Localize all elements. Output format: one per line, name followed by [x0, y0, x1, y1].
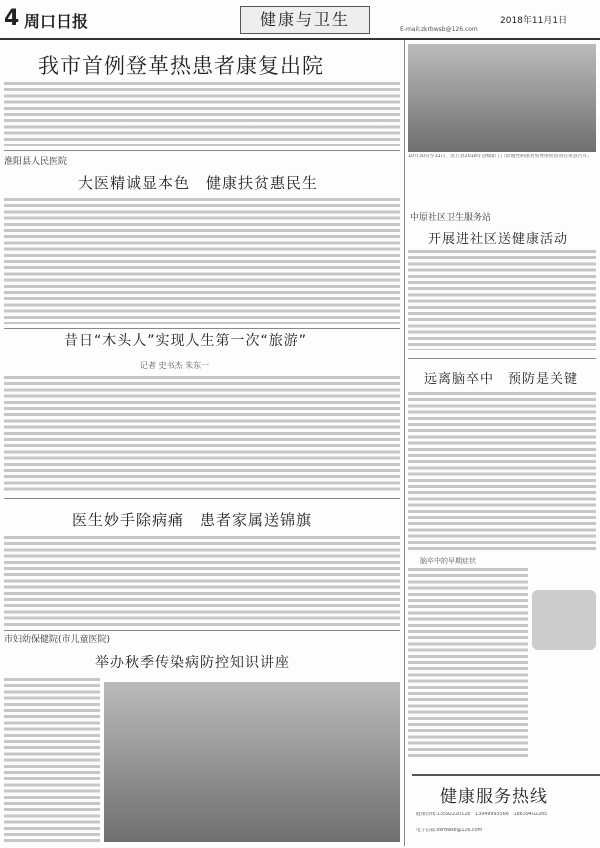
divider: [4, 150, 400, 151]
divider: [4, 630, 400, 631]
a4-body: [4, 536, 400, 626]
a6-body: [408, 250, 596, 350]
page-number: 4: [4, 6, 20, 31]
issue-date: 2018年11月1日: [500, 16, 568, 26]
a5-body: [4, 678, 100, 842]
lecture-photo: [104, 682, 400, 842]
photo-caption: 10月30日至31日，沈丘县2018年县级职工门诊慢性病患者免费体检活动在该县召开。: [408, 154, 593, 159]
divider: [408, 358, 596, 359]
a3-title: 昔日“木头人”实现人生第一次“旅游”: [64, 333, 308, 349]
a3-byline: 记者 史书杰 朱东一: [140, 361, 210, 370]
a6-title: 开展进社区送健康活动: [428, 232, 569, 247]
a7-title: 远离脑卒中 预防是关键: [424, 372, 579, 387]
a7-tip: 脑卒中的早期症状: [420, 557, 476, 565]
divider: [4, 498, 400, 499]
a5-label: 市妇幼保健院(市儿童医院): [4, 635, 111, 645]
a5-title: 举办秋季传染病防控知识讲座: [95, 655, 290, 671]
section-title: 健康与卫生: [240, 6, 370, 34]
a2-title: 大医精诚显本色 健康扶贫惠民生: [78, 174, 319, 192]
divider: [4, 328, 400, 329]
a3-body: [4, 376, 400, 494]
hotline-box: [412, 774, 600, 848]
paper-logo: 周口日报: [24, 12, 89, 31]
badge-icon: [532, 590, 596, 650]
a4-title: 医生妙手除病痛 患者家属送锦旗: [72, 511, 313, 529]
a6-label: 中原社区卫生服务站: [410, 213, 492, 223]
hotline-email: 电子信箱:zkrbwsb@126.com: [416, 828, 483, 833]
masthead-email: E-mail:zkrbwsb@126.com: [400, 26, 478, 33]
a2-body: [4, 198, 400, 324]
a1-title: 我市首例登革热患者康复出院: [38, 54, 324, 78]
column-divider: [404, 40, 405, 846]
a2-label: 淮阳县人民医院: [4, 157, 68, 167]
a7-body: [408, 392, 596, 552]
hotline-phones: 健康热线:13592220126 13949993566 18639402285: [416, 812, 548, 817]
event-photo: [408, 44, 596, 152]
a1-body: [4, 82, 400, 146]
a7-body-2: [408, 568, 528, 758]
masthead: [0, 0, 600, 40]
hotline-title: 健康服务热线: [440, 787, 548, 807]
